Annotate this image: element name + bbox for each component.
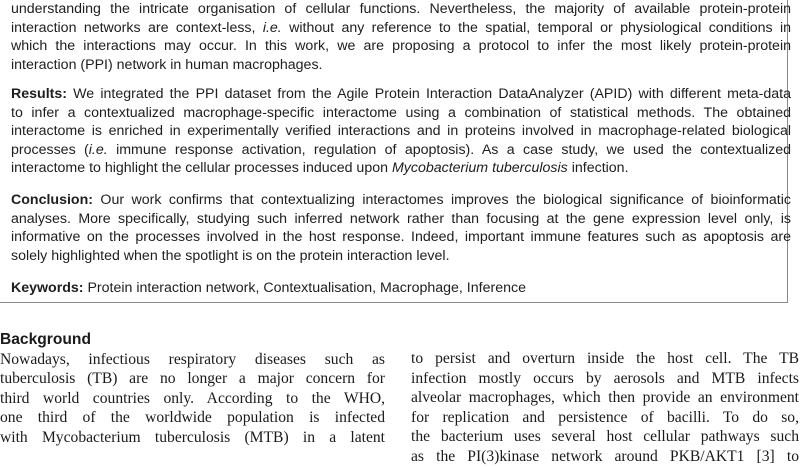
abstract-line: solely highlighted when the spotlight is on the protein interaction level.: [11, 247, 450, 264]
abstract-line: which the interactions may occur. In this work, we are proposing a protocol to infer the most likely protein-protein: [11, 38, 791, 55]
abstract-line: analyses. More specifically, studying such inferred network rather than focusing at the gene expression level only, is: [11, 210, 791, 227]
background-left-column: [0, 330, 385, 448]
keywords: Keywords: Protein interaction network, Contextualisation, Macrophage, Inference: [11, 280, 526, 296]
abstract-line: interaction networks are context-less, i.e. without any reference to the spatial, temporal or physiological conditions in: [11, 19, 791, 36]
background-right-column: [411, 349, 799, 467]
abstract-line: understanding the intricate organisation of cellular functions. Nevertheless, the majority of available protein-protein: [11, 1, 791, 17]
abstract-line: interactome is enriched in experimentally verified interactions and in proteins involved in macrophage-related biological: [11, 123, 791, 140]
body-line: third world countries only. According to the WHO,: [0, 389, 385, 407]
results-label: Results:: [11, 86, 67, 102]
abstract-intro: [11, 0, 791, 74]
abstract-line: processes (i.e. immune response activation, regulation of apoptosis). As a case study, we used the contextualized: [11, 141, 791, 158]
abstract-line: informative on the processes involved in the host response. Indeed, important immune features such as apoptosis are: [11, 229, 791, 246]
abstract-line: interaction (PPI) network in human macrophages.: [11, 56, 323, 73]
abstract-line: to infer a contextualized macrophage-specific interactome using a combination of statistical methods. The obtained: [11, 104, 791, 121]
body-line: one third of the worldwide population is infected: [0, 409, 385, 427]
abstract-conclusion: Conclusion: Our work confirms that contextualizing interactomes improves the biological significance of bioinformatic analyses. More specifically, studying such inferred network rather than focusing at the gene expression level only, is informative on the processes involved in the host response. Indeed, important immune features such as apoptosis are solely highlighted when the spotlight is on the protein interaction level.: [11, 192, 791, 264]
conclusion-label: Conclusion:: [11, 192, 93, 208]
body-line: the bacterium uses several host cellular pathways such: [411, 428, 799, 446]
body-line: to persist and overturn inside the host cell. The TB: [411, 350, 799, 367]
body-line: for replication and persistence of bacilli. To do so,: [411, 408, 799, 426]
body-line: tuberculosis (TB) are no longer a major concern for: [0, 370, 385, 388]
body-line: with Mycobacterium tuberculosis (MTB) in a latent: [0, 428, 385, 446]
body-line: alveolar macrophages, which then provide an environment: [411, 389, 799, 407]
keywords-label: Keywords:: [11, 280, 84, 296]
abstract-line: interactome to highlight the cellular processes induced upon Mycobacterium tuberculosis infection.: [11, 160, 629, 177]
section-heading: Background: [0, 331, 91, 348]
body-line: Nowadays, infectious respiratory diseases such as: [0, 350, 385, 368]
body-line: as the PI(3)kinase network around PKB/AKT1 [3] to: [411, 447, 799, 465]
body-line: infection mostly occurs by aerosols and MTB infects: [411, 369, 799, 387]
abstract-results: Results: We integrated the PPI dataset from the Agile Protein Interaction DataAnalyzer (APID) with different meta-data to infer a contextualized macrophage-specific interactome using a combination of statistical methods. The obtained interactome is enriched in experimentally verified interactions and in proteins involved in macrophage-related biological processes (i.e. immune response activation, regulation of apoptosis). As a case study, we used the contextualized interactome to highlight the cellular processes induced upon Mycobacterium tuberculosis infection.: [11, 86, 791, 177]
